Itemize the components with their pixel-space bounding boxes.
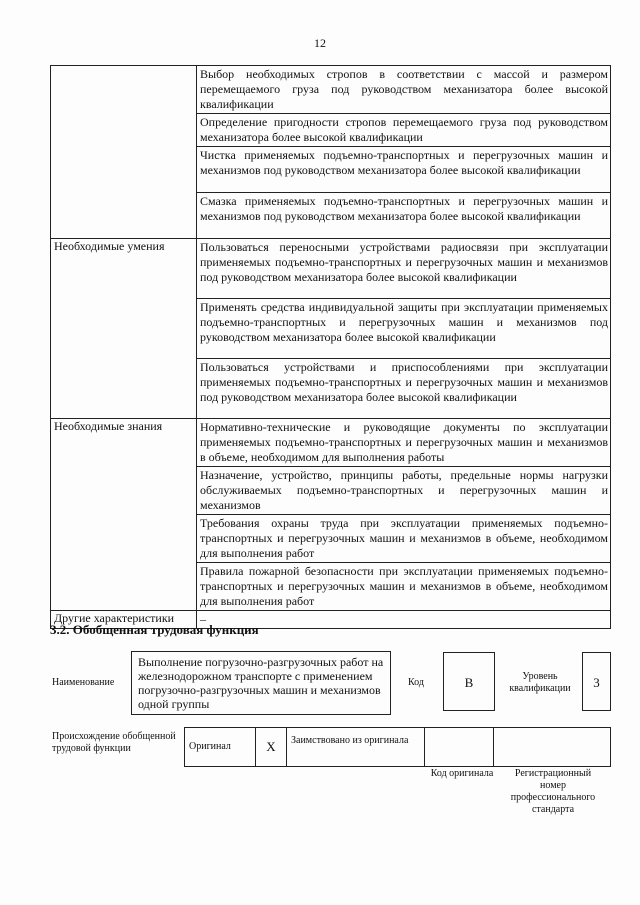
reg-number-caption: Регистрационный номер профессионального стандарта bbox=[510, 768, 596, 815]
section-heading: 3.2. Обобщенная трудовая функция bbox=[50, 622, 259, 637]
row-text: Правила пожарной безопасности при эксплуатации применяемых подъемно-транспортных и перегрузочных машин и механизмов в объеме, необходимом для выполнения работ bbox=[197, 563, 611, 611]
code-value-box: В bbox=[443, 652, 495, 711]
origin-table bbox=[184, 727, 611, 767]
page-number: 12 bbox=[314, 36, 326, 50]
function-name-box: Выполнение погрузочно-разгрузочных работ на железнодорожном транспорте с применением погрузочно-разгрузочных машин и механизмов одной группы bbox=[131, 651, 391, 715]
row-label: Необходимые знания bbox=[51, 419, 197, 611]
table-row bbox=[51, 66, 611, 114]
origin-label: Происхождение обобщенной трудовой функции bbox=[52, 731, 176, 754]
row-text: Выбор необходимых стропов в соответствии с массой и размером перемещаемого груза под руководством механизатора более высокой квалификации bbox=[197, 66, 611, 114]
code-original-cell bbox=[425, 728, 494, 767]
table-row bbox=[51, 239, 611, 299]
code-label: Код bbox=[408, 677, 424, 688]
row-text: Нормативно-технические и руководящие документы по эксплуатации применяемых подъемно-транспортных и перегрузочных машин и механизмов в объеме, необходимом для выполнения работы bbox=[197, 419, 611, 467]
row-label bbox=[51, 66, 197, 239]
row-label: Другие характеристики bbox=[51, 611, 197, 629]
row-text: Определение пригодности стропов перемещаемого груза под руководством механизатора более высокой квалификации bbox=[197, 114, 611, 147]
reg-number-cell bbox=[494, 728, 611, 767]
row-text: Требования охраны труда при эксплуатации применяемых подъемно-транспортных и перегрузочных машин и механизмов в объеме, необходимом для выполнения работ bbox=[197, 515, 611, 563]
row-text: Смазка применяемых подъемно-транспортных и перегрузочных машин и механизмов под руководством механизатора более высокой квалификации bbox=[197, 193, 611, 239]
row-text: Пользоваться переносными устройствами радиосвязи при эксплуатации применяемых подъемно-транспортных и перегрузочных машин и механизмов под руководством механизатора более высокой квалификации bbox=[197, 239, 611, 299]
level-value-box: 3 bbox=[582, 652, 611, 711]
borrowed-label: Заимствовано из оригинала bbox=[287, 728, 425, 767]
original-mark: X bbox=[256, 728, 287, 767]
original-label: Оригинал bbox=[185, 728, 256, 767]
row-text: Пользоваться устройствами и приспособлениями при эксплуатации применяемых подъемно-транспортных и перегрузочных машин и механизмов под руководством механизатора более высокой квалификации bbox=[197, 359, 611, 419]
table-row bbox=[51, 419, 611, 467]
requirements-table bbox=[50, 65, 611, 629]
row-text: Применять средства индивидуальной защиты при эксплуатации применяемых подъемно-транспортных и перегрузочных машин и механизмов под руководством механизатора более высокой квалификации bbox=[197, 299, 611, 359]
name-label: Наименование bbox=[52, 677, 115, 688]
row-text: Назначение, устройство, принципы работы, предельные нормы нагрузки обслуживаемых подъемно-транспортных и перегрузочных машин и механизмов bbox=[197, 467, 611, 515]
level-label: Уровень квалификации bbox=[509, 671, 571, 694]
row-label: Необходимые умения bbox=[51, 239, 197, 419]
row-text: – bbox=[197, 611, 611, 629]
row-text: Чистка применяемых подъемно-транспортных и перегрузочных машин и механизмов под руководством механизатора более высокой квалификации bbox=[197, 147, 611, 193]
code-original-caption: Код оригинала bbox=[430, 768, 494, 779]
